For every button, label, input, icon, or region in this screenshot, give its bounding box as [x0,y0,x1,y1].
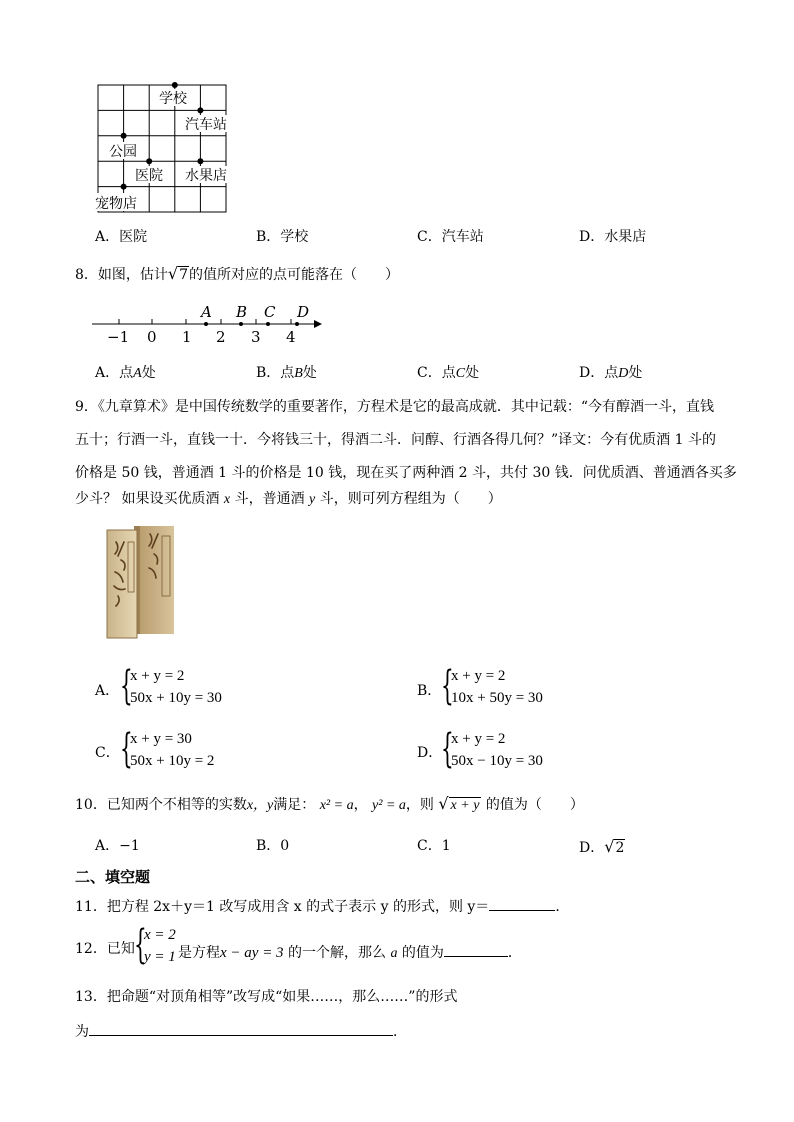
point-a [204,322,208,326]
q13-line-2: 为 ． [75,1021,407,1039]
q13-line-1: 13．把命题“对顶角相等”改写成“如果……，那么……”的形式 [75,989,458,1005]
grid-map-figure [86,80,246,215]
q8-option-d: D．点D处 [579,365,643,381]
sqrt-symbol: √ [438,794,449,813]
point-b [239,322,243,326]
q11-answer-blank[interactable] [489,896,555,911]
sqrt-symbol: √ [167,264,179,283]
label-school: 学校 [159,91,187,107]
q10-stem: 10．已知两个不相等的实数x，y满足： x² = a， y² = a，则 √ x + y 的值为（ ） [75,794,584,813]
q9-b-eq2: 10x + 50y = 30 [451,690,543,706]
label-fruit: 水果店 [185,168,227,184]
q11-stem: 11．把方程 2x＋y＝1 改写成用含 x 的式子表示 y 的形式，则 y＝ ． [75,896,569,914]
label-pet: 宠物店 [95,196,137,212]
q8-prefix: 8．如图，估计 [75,267,168,283]
q10-eq1: x² = a [319,798,354,813]
q8-stem [75,266,399,282]
label-c: C [264,303,276,321]
pet-point [121,184,127,190]
point-d [295,322,299,326]
q7-option-a: A．医院 [95,229,148,245]
book-image [104,524,176,640]
q10-vars: x，y [246,798,274,813]
tick-neg1: −1 [107,328,130,345]
q9-option-a-label: A． [95,683,120,699]
point-c [266,322,270,326]
q10-option-a: A．−1 [95,838,140,854]
tick-2: 2 [216,328,226,345]
q9-a-eq1: x + y = 2 [130,668,185,684]
label-hospital: 医院 [135,168,163,184]
hospital-point [146,158,152,164]
q10-option-b: B．0 [256,838,290,854]
section-heading-fill-blank: 二、填空题 [75,868,151,886]
tick-4: 4 [286,328,296,345]
q12-equation: x − ay = 3 [220,945,284,961]
q9-d-eq2: 50x − 10y = 30 [451,753,543,769]
q12-answer-blank[interactable] [444,942,508,957]
q8-suffix: 的值所对应的点可能落在（ ） [189,267,400,283]
q10-radicand: x + y [450,798,480,813]
q10-eq2: y² = a [372,798,406,813]
q9-d-eq1: x + y = 2 [451,731,506,747]
q9-c-eq2: 50x + 10y = 2 [130,753,215,769]
tick-3: 3 [251,328,261,345]
q9-c-eq1: x + y = 30 [130,731,192,747]
fruit-point [197,158,203,164]
label-park: 公园 [109,144,137,160]
q7-option-b: B．学校 [256,229,309,245]
school-point [172,82,178,88]
q9-line-1: 9．《九章算术》是中国传统数学的重要著作，方程术是它的最高成就．其中记载：“今有醇酒一斗，直钱 [75,399,715,415]
number-line-figure [92,300,322,345]
q13-answer-blank[interactable] [89,1021,393,1036]
label-a: A [201,303,212,321]
q10-option-c: C．1 [417,838,451,854]
q9-b-eq1: x + y = 2 [451,668,506,684]
q9-option-d-label: D． [417,745,443,761]
q7-option-c: C．汽车站 [417,229,484,245]
q12-rest: 是方程x − ay = 3 的一个解，那么 a 的值为 ． [178,942,522,961]
q8-radicand: 7 [179,267,189,283]
q9-a-eq2: 50x + 10y = 30 [130,690,222,706]
station-point [197,107,203,113]
q9-line-4: 少斗？ 如果设买优质酒 x 斗，普通酒 y 斗，则可列方程组为（ ） [75,491,502,507]
sqrt-symbol: √ [604,837,615,856]
park-point [121,133,127,139]
q8-option-c: C．点C处 [417,365,480,381]
q8-option-a: A．点A处 [95,365,156,381]
tick-0: 0 [147,328,157,345]
q9-option-b-label: B． [417,683,442,699]
q12-eq2: y = 1 [144,949,176,965]
label-b: B [236,303,248,321]
tick-1: 1 [182,328,192,345]
label-station: 汽车站 [185,117,227,133]
q9-line-2: 五十；行酒一斗，直钱一十．今将钱三十，得酒二斗．问醇、行酒各得几何？”译文：今有优质酒 1 斗的 [75,432,716,448]
q12-eq1: x = 2 [144,927,176,943]
q12-prefix: 12．已知 [75,941,135,957]
q10-option-d: D．√2 [579,837,625,856]
q9-line-3: 价格是 50 钱，普通酒 1 斗的价格是 10 钱，现在买了两种酒 2 斗，共付 30 钱．问优质酒、普通酒各买多 [75,465,737,481]
q8-option-b: B．点B处 [256,365,317,381]
q9-option-c-label: C． [95,745,120,761]
q7-option-d: D．水果店 [579,229,647,245]
label-d: D [297,303,310,321]
